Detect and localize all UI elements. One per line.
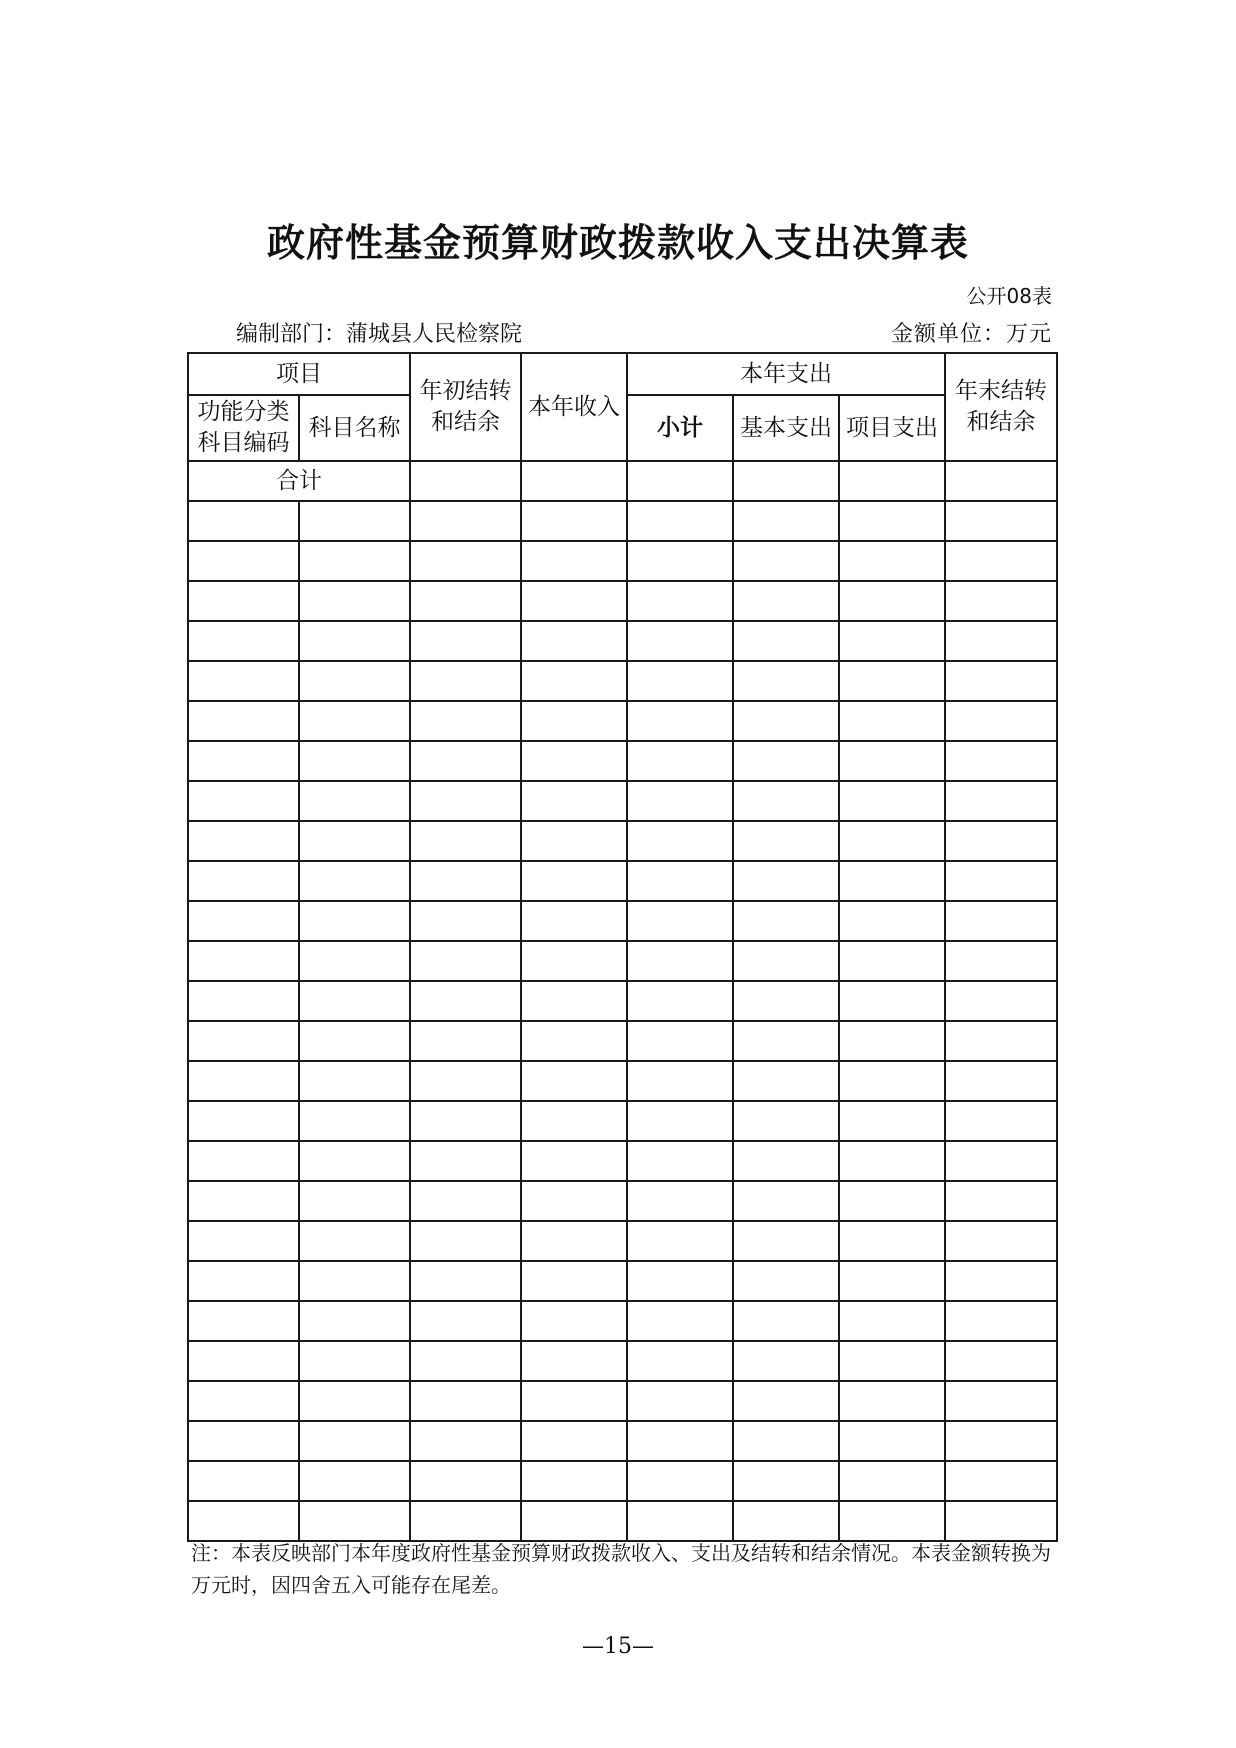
table-cell — [299, 541, 410, 581]
header-end-balance — [945, 353, 1057, 461]
table-row — [188, 1181, 1057, 1221]
header-current-income: 本年收入 — [521, 353, 627, 461]
table-cell — [839, 701, 945, 741]
header-begin-balance — [410, 353, 521, 461]
table-cell — [188, 901, 299, 941]
table-cell — [627, 901, 733, 941]
table-cell — [945, 1141, 1057, 1181]
table-cell — [410, 821, 521, 861]
table-cell — [945, 781, 1057, 821]
total-cell — [733, 461, 839, 501]
table-cell — [410, 1061, 521, 1101]
table-cell — [299, 1141, 410, 1181]
table-cell — [945, 1181, 1057, 1221]
table-cell — [521, 1461, 627, 1501]
table-cell — [188, 1501, 299, 1541]
table-row — [188, 541, 1057, 581]
table-row — [188, 1061, 1057, 1101]
table-cell — [733, 1221, 839, 1261]
table-row — [188, 1261, 1057, 1301]
table-cell — [733, 1461, 839, 1501]
table-cell — [945, 1501, 1057, 1541]
table-cell — [839, 981, 945, 1021]
table-cell — [521, 901, 627, 941]
table-cell — [733, 701, 839, 741]
table-cell — [733, 741, 839, 781]
table-cell — [733, 861, 839, 901]
table-cell — [521, 981, 627, 1021]
table-cell — [733, 661, 839, 701]
table-row — [188, 1461, 1057, 1501]
table-cell — [945, 861, 1057, 901]
footnote: 注：本表反映部门本年度政府性基金预算财政拨款收入、支出及结转和结余情况。本表金额转换为万元时，因四舍五入可能存在尾差。 — [191, 1541, 1051, 1597]
table-cell — [299, 1261, 410, 1301]
table-cell — [627, 781, 733, 821]
table-cell — [627, 1461, 733, 1501]
table-cell — [188, 1021, 299, 1061]
table-cell — [188, 1301, 299, 1341]
table-cell — [410, 941, 521, 981]
header-subject-name: 科目名称 — [299, 395, 410, 461]
header-begin-balance-line1: 年初结转 — [419, 378, 512, 404]
table-cell — [839, 1141, 945, 1181]
table-cell — [627, 541, 733, 581]
table-cell — [410, 741, 521, 781]
table-cell — [521, 581, 627, 621]
total-cell — [627, 461, 733, 501]
table-row — [188, 741, 1057, 781]
table-cell — [733, 1261, 839, 1301]
table-cell — [188, 1181, 299, 1221]
table-row — [188, 501, 1057, 541]
table-cell — [410, 661, 521, 701]
table-cell — [410, 541, 521, 581]
header-func-code — [188, 395, 299, 461]
table-cell — [299, 1301, 410, 1341]
table-cell — [299, 901, 410, 941]
table-cell — [945, 1421, 1057, 1461]
table-cell — [521, 1421, 627, 1461]
header-basic-expense: 基本支出 — [733, 395, 839, 461]
header-begin-balance-line2: 和结余 — [431, 409, 500, 435]
table-cell — [627, 1381, 733, 1421]
table-cell — [521, 861, 627, 901]
table-cell — [410, 861, 521, 901]
table-cell — [521, 1301, 627, 1341]
table-cell — [521, 1341, 627, 1381]
table-cell — [188, 1421, 299, 1461]
table-cell — [299, 741, 410, 781]
table-cell — [839, 1261, 945, 1301]
table-cell — [945, 661, 1057, 701]
table-cell — [299, 1501, 410, 1541]
table-cell — [627, 501, 733, 541]
table-cell — [410, 1141, 521, 1181]
table-cell — [521, 661, 627, 701]
table-cell — [839, 941, 945, 981]
table-cell — [521, 1261, 627, 1301]
header-end-balance-line2: 和结余 — [966, 409, 1036, 435]
table-cell — [410, 1101, 521, 1141]
table-cell — [299, 1061, 410, 1101]
table-cell — [299, 1021, 410, 1061]
table-cell — [839, 1181, 945, 1221]
table-cell — [945, 741, 1057, 781]
table-cell — [627, 1101, 733, 1141]
table-cell — [839, 621, 945, 661]
table-cell — [299, 1421, 410, 1461]
table-cell — [733, 1181, 839, 1221]
total-cell — [839, 461, 945, 501]
table-cell — [945, 821, 1057, 861]
table-cell — [410, 981, 521, 1021]
table-cell — [410, 1501, 521, 1541]
amount-unit-label: 金额单位：万元 — [890, 322, 1052, 347]
table-row — [188, 621, 1057, 661]
table-cell — [945, 1061, 1057, 1101]
table-cell — [627, 1501, 733, 1541]
header-func-code-line2: 科目编码 — [197, 430, 290, 456]
table-cell — [945, 1261, 1057, 1301]
table-cell — [188, 661, 299, 701]
table-cell — [521, 1501, 627, 1541]
table-cell — [410, 1301, 521, 1341]
table-cell — [733, 821, 839, 861]
table-cell — [521, 781, 627, 821]
table-cell — [627, 621, 733, 661]
table-cell — [945, 941, 1057, 981]
table-row — [188, 661, 1057, 701]
table-cell — [410, 1381, 521, 1421]
table-cell — [410, 701, 521, 741]
table-cell — [839, 821, 945, 861]
table-cell — [299, 581, 410, 621]
table-cell — [410, 1421, 521, 1461]
table-cell — [733, 1421, 839, 1461]
table-cell — [188, 581, 299, 621]
table-cell — [627, 1261, 733, 1301]
table-cell — [839, 861, 945, 901]
table-row — [188, 1101, 1057, 1141]
table-cell — [627, 1421, 733, 1461]
table-cell — [733, 901, 839, 941]
table-row — [188, 981, 1057, 1021]
page-number: —15— — [582, 1634, 654, 1659]
table-cell — [627, 861, 733, 901]
table-cell — [410, 581, 521, 621]
table-cell — [945, 1221, 1057, 1261]
table-cell — [733, 501, 839, 541]
table-cell — [410, 1261, 521, 1301]
table-cell — [521, 941, 627, 981]
table-cell — [839, 1021, 945, 1061]
table-cell — [627, 1301, 733, 1341]
header-item: 项目 — [188, 353, 410, 395]
table-cell — [188, 1101, 299, 1141]
table-cell — [521, 621, 627, 661]
header-subtotal: 小计 — [627, 395, 733, 461]
table-cell — [733, 621, 839, 661]
table-row — [188, 1421, 1057, 1461]
table-cell — [945, 621, 1057, 661]
table-cell — [521, 1141, 627, 1181]
table-cell — [733, 1381, 839, 1421]
table-cell — [410, 901, 521, 941]
table-cell — [188, 541, 299, 581]
table-row — [188, 1021, 1057, 1061]
table-cell — [945, 1461, 1057, 1501]
table-cell — [945, 901, 1057, 941]
table-row — [188, 1141, 1057, 1181]
total-cell — [521, 461, 627, 501]
table-cell — [410, 1181, 521, 1221]
table-cell — [839, 541, 945, 581]
table-cell — [188, 1261, 299, 1301]
table-row — [188, 1381, 1057, 1421]
table-row — [188, 941, 1057, 981]
table-cell — [627, 1181, 733, 1221]
table-cell — [188, 821, 299, 861]
table-row — [188, 901, 1057, 941]
table-cell — [410, 1461, 521, 1501]
page-title: 政府性基金预算财政拨款收入支出决算表 — [266, 221, 969, 265]
table-cell — [188, 501, 299, 541]
table-cell — [188, 1381, 299, 1421]
table-cell — [188, 1221, 299, 1261]
table-cell — [627, 661, 733, 701]
table-cell — [945, 581, 1057, 621]
table-row — [188, 701, 1057, 741]
header-project-expense: 项目支出 — [839, 395, 945, 461]
header-end-balance-line1: 年末结转 — [955, 378, 1048, 404]
table-cell — [733, 1101, 839, 1141]
table-cell — [188, 741, 299, 781]
table-cell — [188, 981, 299, 1021]
table-cell — [839, 1501, 945, 1541]
table-cell — [188, 701, 299, 741]
table-cell — [299, 701, 410, 741]
table-cell — [733, 1021, 839, 1061]
table-cell — [521, 701, 627, 741]
table-cell — [733, 941, 839, 981]
table-cell — [733, 541, 839, 581]
table-cell — [627, 941, 733, 981]
table-cell — [839, 1301, 945, 1341]
table-cell — [945, 1101, 1057, 1141]
table-cell — [733, 981, 839, 1021]
total-cell — [410, 461, 521, 501]
table-row — [188, 821, 1057, 861]
table-cell — [521, 1381, 627, 1421]
table-cell — [410, 1021, 521, 1061]
total-label: 合计 — [188, 461, 410, 501]
table-row — [188, 1341, 1057, 1381]
table-cell — [627, 821, 733, 861]
table-cell — [299, 501, 410, 541]
table-cell — [188, 781, 299, 821]
table-row — [188, 581, 1057, 621]
table-cell — [839, 1061, 945, 1101]
department-label: 编制部门：蒲城县人民检察院 — [236, 322, 523, 347]
table-cell — [410, 621, 521, 661]
table-cell — [521, 541, 627, 581]
table-row — [188, 1301, 1057, 1341]
table-cell — [410, 781, 521, 821]
table-cell — [521, 1101, 627, 1141]
table-cell — [299, 821, 410, 861]
table-row — [188, 1221, 1057, 1261]
header-current-expense: 本年支出 — [627, 353, 945, 395]
table-cell — [839, 1221, 945, 1261]
table-cell — [299, 1381, 410, 1421]
table-cell — [299, 981, 410, 1021]
table-cell — [627, 1221, 733, 1261]
table-cell — [733, 1341, 839, 1381]
table-cell — [521, 741, 627, 781]
table-row — [188, 1501, 1057, 1541]
table-cell — [627, 981, 733, 1021]
table-cell — [410, 1341, 521, 1381]
table-cell — [188, 1461, 299, 1501]
table-cell — [945, 1301, 1057, 1341]
table-cell — [299, 1101, 410, 1141]
table-cell — [945, 1021, 1057, 1061]
table-cell — [410, 1221, 521, 1261]
table-cell — [521, 821, 627, 861]
table-cell — [839, 901, 945, 941]
table-cell — [627, 581, 733, 621]
table-cell — [299, 1181, 410, 1221]
table-cell — [839, 1461, 945, 1501]
table-cell — [188, 1141, 299, 1181]
table-cell — [733, 781, 839, 821]
table-cell — [627, 1021, 733, 1061]
table-cell — [839, 581, 945, 621]
table-cell — [839, 661, 945, 701]
table-cell — [627, 1341, 733, 1381]
table-cell — [839, 501, 945, 541]
table-cell — [521, 1061, 627, 1101]
table-cell — [839, 741, 945, 781]
table-cell — [521, 1221, 627, 1261]
table-cell — [627, 1141, 733, 1181]
table-cell — [627, 741, 733, 781]
table-cell — [521, 501, 627, 541]
table-cell — [839, 1421, 945, 1461]
table-row — [188, 861, 1057, 901]
table-cell — [839, 1381, 945, 1421]
table-cell — [839, 1101, 945, 1141]
table-cell — [299, 1221, 410, 1261]
table-cell — [839, 1341, 945, 1381]
table-cell — [733, 1141, 839, 1181]
total-row — [188, 461, 1057, 501]
table-cell — [299, 861, 410, 901]
table-cell — [188, 1341, 299, 1381]
table-cell — [299, 781, 410, 821]
table-cell — [188, 941, 299, 981]
table-cell — [521, 1021, 627, 1061]
budget-table — [187, 352, 1058, 1542]
table-cell — [945, 1341, 1057, 1381]
table-cell — [299, 661, 410, 701]
table-cell — [627, 701, 733, 741]
header-row-1 — [188, 353, 1057, 395]
table-row — [188, 781, 1057, 821]
table-cell — [299, 621, 410, 661]
table-cell — [733, 1501, 839, 1541]
table-cell — [188, 861, 299, 901]
table-cell — [733, 1301, 839, 1341]
table-cell — [945, 501, 1057, 541]
table-cell — [188, 621, 299, 661]
table-cell — [945, 1381, 1057, 1421]
table-cell — [188, 1061, 299, 1101]
table-cell — [410, 501, 521, 541]
table-cell — [945, 701, 1057, 741]
table-cell — [521, 1181, 627, 1221]
table-cell — [839, 781, 945, 821]
header-func-code-line1: 功能分类 — [197, 399, 290, 425]
table-cell — [627, 1061, 733, 1101]
form-code: 公开08表 — [966, 284, 1052, 308]
table-cell — [299, 941, 410, 981]
table-cell — [733, 1061, 839, 1101]
table-cell — [299, 1341, 410, 1381]
table-cell — [945, 981, 1057, 1021]
total-cell — [945, 461, 1057, 501]
table-cell — [945, 541, 1057, 581]
table-cell — [299, 1461, 410, 1501]
table-cell — [733, 581, 839, 621]
